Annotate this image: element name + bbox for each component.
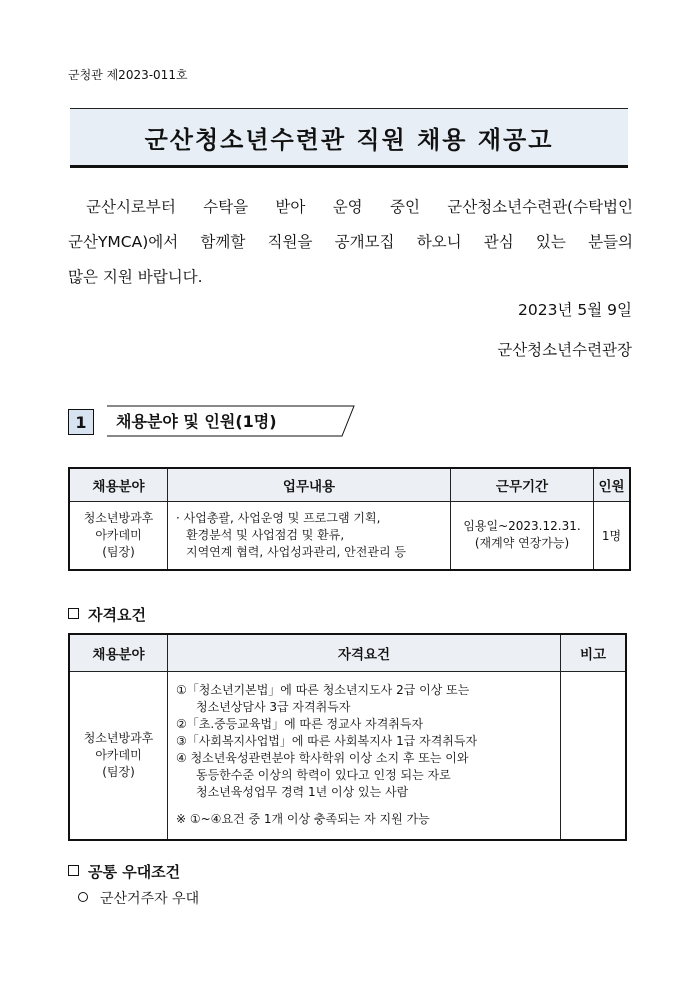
- cell-count: 1명: [594, 502, 631, 570]
- recruitment-table: [68, 467, 631, 571]
- field-line: (팀장): [102, 544, 135, 559]
- intro-paragraph: [68, 190, 633, 295]
- period-line: (재계약 연장가능): [474, 536, 570, 551]
- page-title: 군산청소년수련관 직원 채용 재공고: [144, 125, 554, 154]
- field-line: 아카데미: [95, 527, 142, 542]
- square-bullet-icon: [68, 608, 79, 619]
- field-line: 청소년방과후: [83, 730, 154, 745]
- qualifications-heading-text: 자격요건: [88, 606, 146, 624]
- field-line: 청소년방과후: [83, 510, 154, 525]
- issuer: 군산청소년수련관장: [497, 341, 632, 359]
- cell-duties: [168, 502, 451, 570]
- col-period: 근무기간: [451, 468, 594, 502]
- preference-heading-text: 공통 우대조건: [88, 863, 181, 881]
- qualifications-heading: [68, 604, 146, 625]
- square-bullet-icon: [68, 865, 79, 876]
- section-heading: [106, 405, 307, 436]
- title-banner: [70, 108, 628, 168]
- qualification-line: ①「청소년기본법」에 따른 청소년지도사 2급 이상 또는: [176, 683, 470, 698]
- col-field: 채용분야: [69, 634, 168, 672]
- preference-heading: [68, 861, 180, 882]
- qualifications-table: [68, 633, 627, 841]
- col-field: 채용분야: [69, 468, 168, 502]
- cell-field: [69, 672, 168, 840]
- document-number: 군청관 제2023-011호: [68, 68, 188, 82]
- qualification-line: ②「초.중등교육법」에 따른 정교사 자격취득자: [176, 717, 424, 732]
- col-remarks: 비고: [561, 634, 627, 672]
- cell-period: [451, 502, 594, 570]
- duty-line: 환경분석 및 사업점검 및 환류,: [186, 527, 345, 542]
- period-line: 임용일~2023.12.31.: [463, 519, 581, 534]
- section-number: 1: [68, 409, 94, 435]
- qualification-note: ※ ①~④요건 중 1개 이상 충족되는 자 지원 가능: [176, 812, 430, 827]
- qualification-line: ③「사회복지사업법」에 따른 사회복지사 1급 자격취득자: [176, 734, 478, 749]
- intro-line-1: 군산시로부터 수탁을 받아 운영 중인 군산청소년수련관(수탁법인: [86, 198, 633, 216]
- field-line: 아카데미: [95, 747, 142, 762]
- qualification-line: 청소년상담사 3급 자격취득자: [196, 700, 351, 715]
- cell-field: [69, 502, 168, 570]
- cell-remarks: [561, 672, 627, 840]
- intro-line-2: 군산YMCA)에서 함께할 직원을 공개모집 하오니 관심 있는 분들의: [68, 233, 633, 251]
- preference-item-text: 군산거주자 우대: [100, 891, 200, 907]
- intro-line-3: 많은 지원 바랍니다.: [68, 268, 203, 286]
- qualification-line: 동등한수준 이상의 학력이 있다고 인정 되는 자로: [196, 768, 451, 783]
- field-line: (팀장): [102, 764, 135, 779]
- preference-item: [78, 888, 199, 908]
- duty-line: · 사업총괄, 사업운영 및 프로그램 기획,: [176, 510, 381, 525]
- col-qualifications: 자격요건: [168, 634, 561, 672]
- qualification-line: ④ 청소년육성관련분야 학사학위 이상 소지 후 또는 이와: [176, 751, 469, 766]
- cell-qualifications: [168, 672, 561, 840]
- circle-bullet-icon: [78, 892, 88, 902]
- qualification-line: 청소년육성업무 경력 1년 이상 있는 사람: [196, 785, 409, 800]
- section-title: 채용분야 및 인원(1명): [116, 412, 277, 431]
- announcement-date: 2023년 5월 9일: [518, 301, 632, 319]
- duty-line: 지역연계 협력, 사업성과관리, 안전관리 등: [186, 544, 406, 559]
- col-duties: 업무내용: [168, 468, 451, 502]
- col-count: 인원: [594, 468, 631, 502]
